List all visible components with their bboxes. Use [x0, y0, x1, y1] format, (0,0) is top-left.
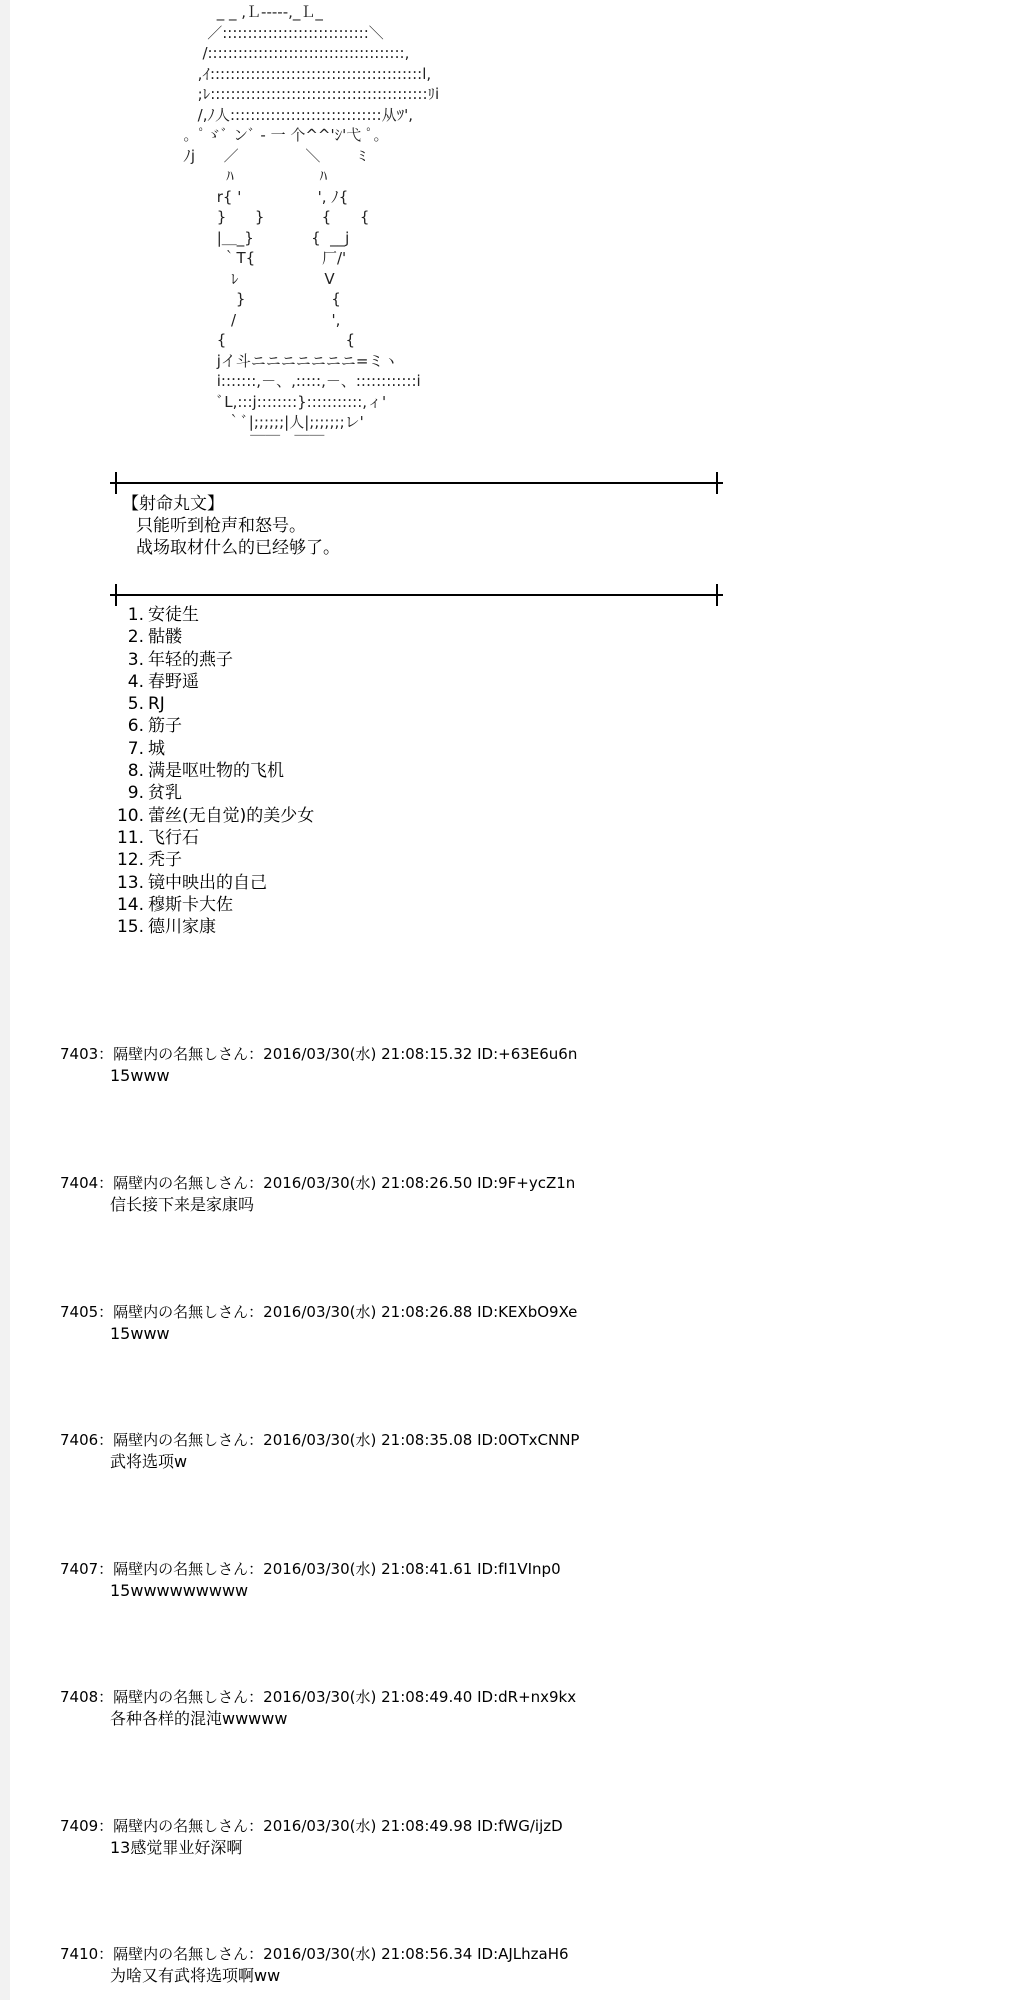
option-item [114, 693, 314, 715]
story-line-2: 战场取材什么的已经够了。 [136, 538, 340, 558]
post-header: 7407：隔壁内の名無しさん：2016/03/30(水) 21:08:41.61 ID:fI1VInp0 [60, 1560, 561, 1578]
post-7410 [60, 1943, 1000, 1987]
post-header: 7409：隔壁内の名無しさん：2016/03/30(水) 21:08:49.98 ID:fWG/ijzD [60, 1817, 563, 1835]
option-item [114, 626, 314, 648]
option-number: 14. [116, 894, 144, 915]
post-body: 信长接下来是家康吗 [110, 1195, 255, 1214]
divider-cross-right [716, 584, 718, 606]
option-number: 13. [116, 872, 144, 893]
option-number: 10. [116, 805, 144, 826]
post-body: 为啥又有武将选项啊ww [110, 1966, 281, 1985]
ascii-art-illustration: _ _ ,Ｌ-‐‐‐‐,_Ｌ_ ／:::::::::::::::::::::::::::::＼ /:::::::::::::::::::::::::::::::::::::::, ,ｲ::::::::::::::::::::::::::::::::::::::::::l, ;ﾚ:::::::::::::::::::::::::::::::::::::::::::ﾘi /,ﾉ人::::::::::::::::::::::::::::::从ﾂ', 。ﾟゞﾞ ンﾞ ‐ 一 个^^'ｼ'弋 ﾟ｡ ﾉj ／ ＼ ﾐ ﾊ ﾊ r{ ' ', ﾉ{ } } { { |＿_} { __j ｀T{ 厂/' ﾚ V } { / ', { { jイ斗ニニニニニニニ=ミヽ i:::::::,－、,:::::,－、::::::::::::i ﾞL,:::j::::::::}:::::::::::,ィ' ｀ﾞ|;;;;;;|人|;;;;;;;レ' ￣￣ ￣￣ [183, 3, 440, 452]
option-number: 12. [116, 850, 144, 871]
option-text: 安徒生 [148, 605, 199, 625]
post-body: 各种各样的混沌wwwww [110, 1709, 288, 1728]
options-list [114, 604, 314, 938]
post-body: 武将选项w [110, 1452, 188, 1471]
divider-middle [110, 584, 723, 606]
post-7408 [60, 1686, 1000, 1730]
option-text: 年轻的燕子 [148, 649, 233, 670]
option-number: 11. [116, 827, 144, 848]
left-margin-bar [0, 0, 10, 2000]
option-item [114, 872, 314, 894]
option-item [114, 649, 314, 671]
option-text: 贫乳 [148, 783, 182, 804]
post-body: 13感觉罪业好深啊 [110, 1838, 243, 1857]
option-text: 飞行石 [148, 827, 199, 848]
option-number: 2. [127, 627, 144, 648]
option-item [114, 894, 314, 916]
divider-top [110, 472, 723, 494]
post-header: 7408：隔壁内の名無しさん：2016/03/30(水) 21:08:49.40 ID:dR+nx9kx [60, 1688, 577, 1706]
option-text: RJ [148, 694, 165, 715]
speaker-name: 【射命丸文】 [122, 494, 224, 514]
option-item [114, 604, 314, 626]
post-7404 [60, 1172, 1000, 1216]
post-header: 7406：隔壁内の名無しさん：2016/03/30(水) 21:08:35.08 ID:0OTxCNNP [60, 1431, 580, 1449]
option-text: 镜中映出的自己 [148, 872, 267, 893]
option-number: 8. [127, 761, 144, 782]
post-body: 15wwwwwwwww [110, 1581, 249, 1600]
option-item [114, 760, 314, 782]
divider-cross-left [115, 584, 117, 606]
option-number: 5. [127, 694, 144, 715]
post-7406 [60, 1429, 1000, 1473]
option-number: 4. [127, 671, 144, 692]
post-header: 7404：隔壁内の名無しさん：2016/03/30(水) 21:08:26.50 ID:9F+ycZ1n [60, 1174, 576, 1192]
option-text: 满是呕吐物的飞机 [148, 761, 284, 782]
option-item [114, 827, 314, 849]
option-number: 3. [127, 649, 144, 670]
option-text: 骷髅 [148, 627, 182, 648]
divider-line [110, 594, 723, 596]
divider-cross-right [716, 472, 718, 494]
divider-line [110, 482, 723, 484]
option-text: 秃子 [148, 850, 182, 871]
option-text: 城 [148, 738, 165, 759]
post-7407 [60, 1558, 1000, 1602]
option-text: 春野遥 [148, 671, 199, 692]
divider-cross-left [115, 472, 117, 494]
option-text: 蕾丝(无自觉)的美少女 [148, 805, 315, 826]
option-item [114, 782, 314, 804]
option-item [114, 916, 314, 938]
post-7409 [60, 1815, 1000, 1859]
option-text: 德川家康 [148, 917, 216, 938]
option-item [114, 849, 314, 871]
post-header: 7410：隔壁内の名無しさん：2016/03/30(水) 21:08:56.34 ID:AJLhzaH6 [60, 1945, 569, 1963]
option-item [114, 805, 314, 827]
option-number: 1. [127, 605, 144, 625]
option-item [114, 715, 314, 737]
story-line-1: 只能听到枪声和怒号。 [136, 516, 306, 536]
post-7405 [60, 1301, 1000, 1345]
post-body: 15www [110, 1066, 170, 1085]
option-text: 穆斯卡大佐 [148, 894, 233, 915]
post-header: 7405：隔壁内の名無しさん：2016/03/30(水) 21:08:26.88 ID:KEXbO9Xe [60, 1303, 578, 1321]
option-number: 7. [127, 738, 144, 759]
option-text: 筋子 [148, 716, 182, 737]
option-item [114, 671, 314, 693]
post-body: 15www [110, 1324, 170, 1343]
option-number: 9. [127, 783, 144, 804]
option-number: 6. [127, 716, 144, 737]
option-item [114, 738, 314, 760]
option-number: 15. [116, 917, 144, 938]
post-header: 7403：隔壁内の名無しさん：2016/03/30(水) 21:08:15.32 ID:+63E6u6n [60, 1045, 578, 1063]
post-7403 [60, 1043, 1000, 1087]
